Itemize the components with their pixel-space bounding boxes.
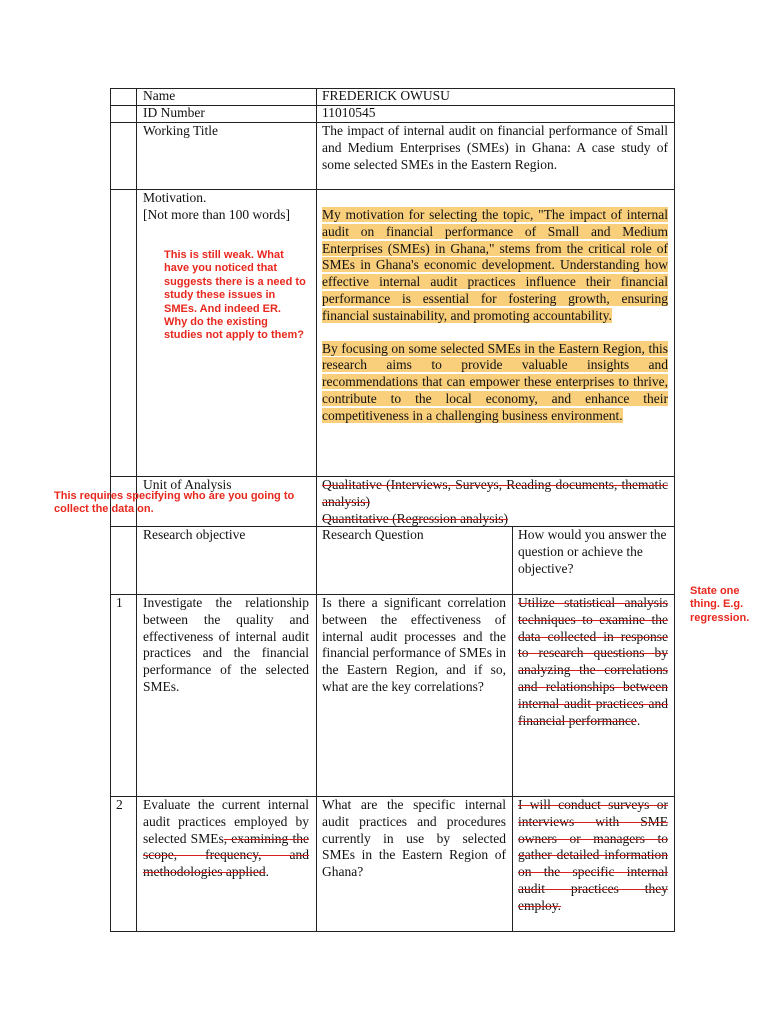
- header-research-objective: Research objective: [143, 527, 246, 542]
- row-2-method-struck: I will conduct surveys or interviews with SME owners or managers to gather detailed information on the specific internal audit practices they employ.: [518, 797, 668, 913]
- unit-quantitative: Quantitative (Regression analysis): [322, 510, 508, 526]
- row-2-objective-struck: , examining the scope, frequency, and methodologies applied: [143, 830, 309, 880]
- row-1-question: Is there a significant correlation between the effectiveness of internal audit processes and the financial performance of SMEs in the Eastern Region, and if so, what are the key correlations?: [322, 595, 506, 694]
- motivation-word-limit: [Not more than 100 words]: [143, 207, 290, 222]
- motivation-paragraph-2: By focusing on some selected SMEs in the Eastern Region, this research aims to provide valuable insights and recommendations that can empower these enterprises to thrive, contribute to the local economy, and enhance their competitiveness in a challenging business environment.: [322, 340, 668, 423]
- row-2-objective-tail: .: [265, 864, 269, 880]
- header-research-question: Research Question: [322, 527, 424, 542]
- row-2-question: What are the specific internal audit practices and procedures currently in use by selected SMEs in the Eastern Region of Ghana?: [322, 797, 506, 880]
- row-1-number: 1: [116, 595, 123, 610]
- row-1-objective: Investigate the relationship between the quality and effectiveness of internal audit practices and the financial performance of the selected SMEs.: [143, 595, 309, 694]
- unit-qualitative: Qualitative (Interviews, Surveys, Reading documents, thematic analysis): [322, 477, 668, 509]
- unit-of-analysis-label: Unit of Analysis: [143, 477, 232, 492]
- motivation-label: Motivation.: [143, 190, 207, 205]
- name-value: FREDERICK OWUSU: [322, 88, 450, 103]
- comment-motivation: This is still weak. What have you noticed that suggests there is a need to study these issues in SMEs. And indeed ER. Why do the existing studies not apply to them?: [164, 249, 306, 342]
- comment-unit-of-analysis: This requires specifying who are you going to collect the data on.: [54, 490, 295, 516]
- motivation-paragraph-1: My motivation for selecting the topic, "The impact of internal audit on financial performance of Small and Medium Enterprises (SMEs) in Ghana," stems from the critical role of SMEs in Ghana's economic development. Understanding how effective internal audit practices influence their financial performance is essential for fostering growth, ensuring financial sustainability, and promoting accountability.: [322, 207, 668, 323]
- row-1-method: [518, 595, 668, 729]
- header-method: How would you answer the question or achieve the objective?: [518, 527, 667, 576]
- row-2-number: 2: [116, 797, 123, 812]
- row-2-objective: [143, 797, 309, 881]
- row-2-objective-text: Evaluate the current internal audit practices employed by selected SMEs: [143, 797, 309, 846]
- id-value: 11010545: [322, 105, 376, 120]
- row-1-method-tail: .: [636, 712, 641, 728]
- comment-method: State one thing. E.g. regression.: [690, 585, 750, 624]
- id-label: ID Number: [143, 105, 205, 120]
- name-label: Name: [143, 88, 176, 103]
- working-title-label: Working Title: [143, 123, 219, 138]
- unit-of-analysis-value: [322, 477, 668, 527]
- motivation-text: [322, 207, 668, 425]
- working-title-value: The impact of internal audit on financial performance of Small and Medium Enterprises (SMEs) in Ghana: A case study of some selected SMEs in the Eastern Region.: [322, 123, 668, 172]
- row-2-method: [518, 797, 668, 915]
- row-1-method-struck: Utilize statistical analysis techniques to examine the data collected in response to research questions by analyzing the correlations and relationships between internal audit practices and financial performance: [518, 595, 668, 728]
